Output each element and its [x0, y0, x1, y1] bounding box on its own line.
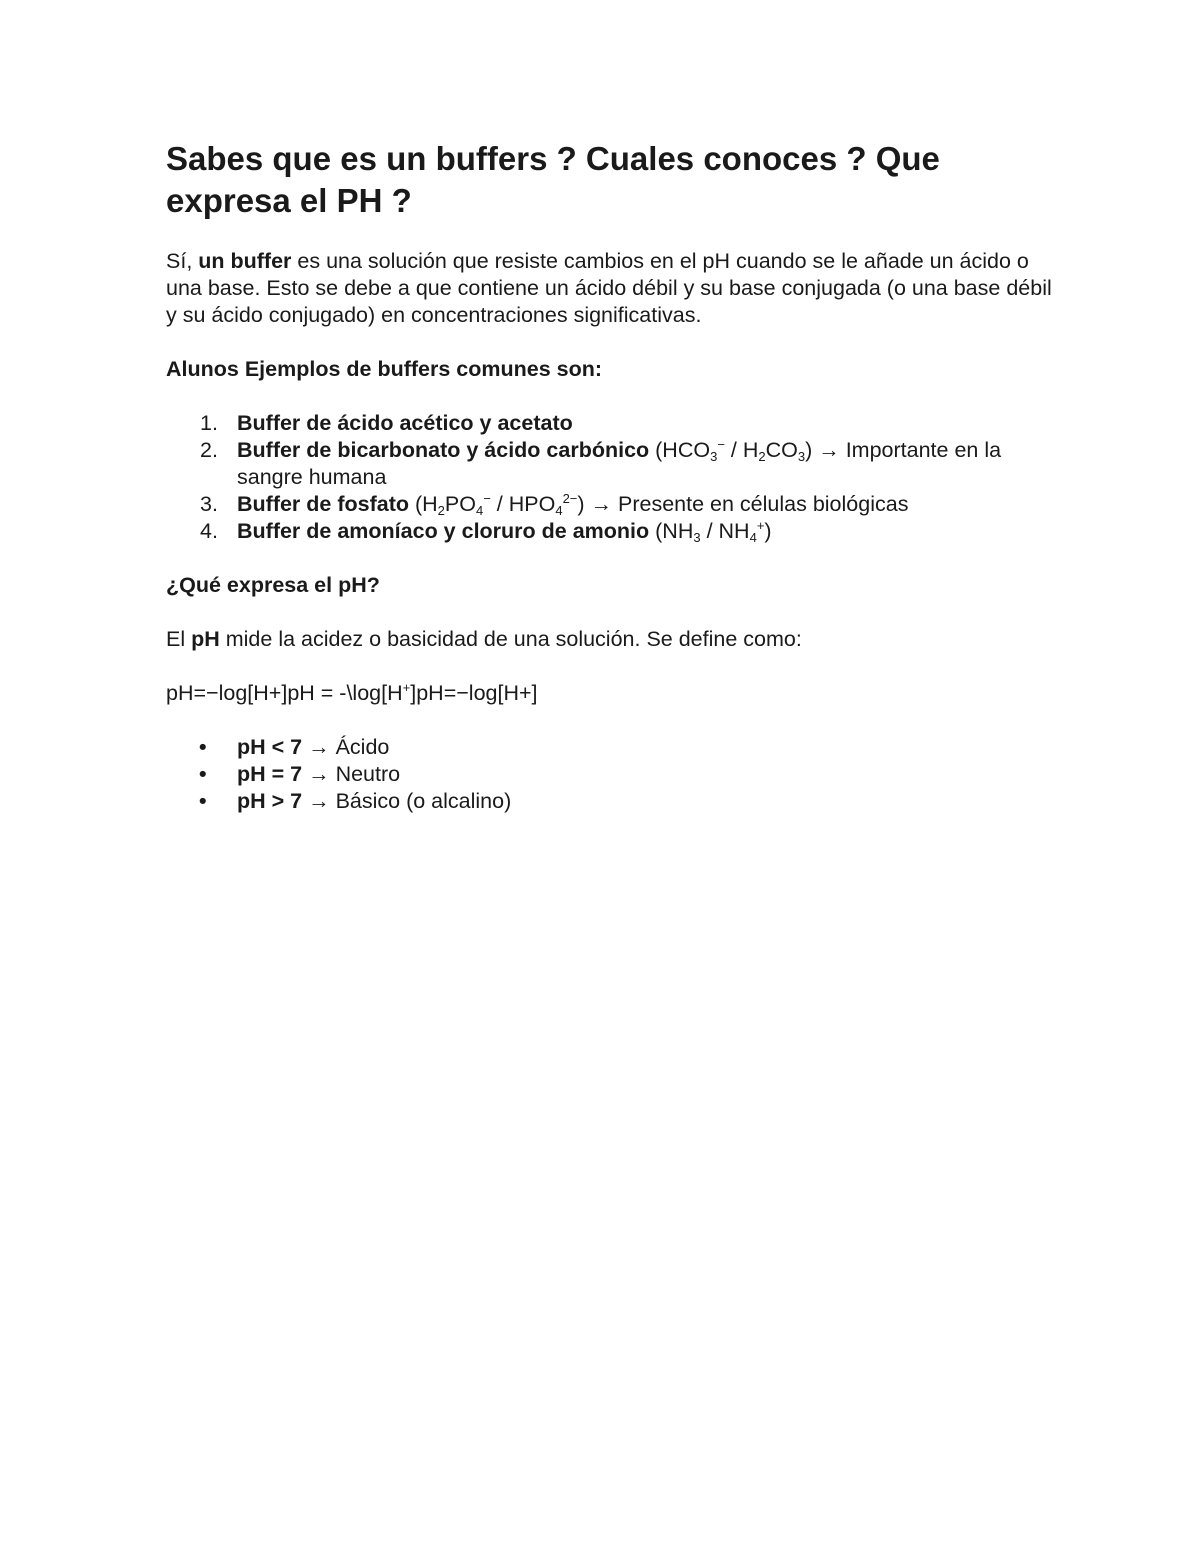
ph-scale-list	[166, 734, 1066, 815]
buffer-name: Buffer de fosfato	[237, 492, 409, 516]
buffer-formula: $(HCO_3^- / H_2CO_3)$	[655, 437, 813, 464]
intro-prefix: Sí,	[166, 249, 199, 273]
list-item	[166, 788, 1066, 815]
ph-def-text: mide la acidez o basicidad de una solución. Se define como:	[219, 627, 802, 651]
list-number: 2.	[200, 438, 218, 462]
ph-formula: pH=−log[H+]pH = -\log[H+]pH=−log[H+]	[166, 680, 538, 705]
intro-bold-term: un buffer	[198, 249, 292, 273]
ph-condition: pH > 7	[237, 789, 303, 813]
ph-result: → Ácido	[302, 735, 390, 759]
list-item	[166, 518, 1066, 545]
buffer-formula: $(NH_3 / NH_4^+)$	[655, 518, 772, 545]
buffer-list	[166, 410, 1066, 545]
buffer-name: Buffer de bicarbonato y ácido carbónico	[237, 438, 650, 462]
ph-result: → Neutro	[302, 762, 401, 786]
list-item	[166, 437, 1066, 491]
list-number: 4.	[200, 519, 218, 543]
list-number: 3.	[200, 492, 218, 516]
document-title: Sabes que es un buffers ? Cuales conoces ? Que expresa el PH ?	[166, 140, 940, 219]
ph-condition: pH = 7	[237, 762, 303, 786]
list-item	[166, 761, 1066, 788]
buffer-name: Buffer de amoníaco y cloruro de amonio	[237, 519, 650, 543]
bullet-marker: •	[199, 762, 207, 786]
ph-def-bold: pH	[191, 627, 220, 651]
bullet-marker: •	[199, 735, 207, 759]
ph-definition	[166, 626, 1066, 653]
intro-text: es una solución que resiste cambios en el pH cuando se le añade un ácido o una base. Esto se debe a que contiene un ácido débil y su base conjugada (o una base débil y su ácido conjugado) en concentraciones significativas.	[166, 249, 1052, 327]
buffer-note: → Importante en la sangre humana	[237, 438, 1002, 489]
ph-result: → Básico (o alcalino)	[302, 789, 512, 813]
document-page	[166, 138, 1066, 842]
list-item	[166, 734, 1066, 761]
examples-heading: Alunos Ejemplos de buffers comunes son:	[166, 357, 603, 381]
list-item	[166, 491, 1066, 518]
list-item	[166, 410, 1066, 437]
buffer-note: → Presente en células biológicas	[584, 492, 909, 516]
ph-heading: ¿Qué expresa el pH?	[166, 573, 380, 597]
buffer-name: Buffer de ácido acético y acetato	[237, 411, 573, 435]
intro-paragraph	[166, 248, 1066, 329]
ph-condition: pH < 7	[237, 735, 303, 759]
bullet-marker: •	[199, 789, 207, 813]
buffer-formula: $(H_2PO_4^- / HPO_4^{2-})$	[414, 491, 585, 518]
ph-def-prefix: El	[166, 627, 192, 651]
list-number: 1.	[200, 411, 218, 435]
